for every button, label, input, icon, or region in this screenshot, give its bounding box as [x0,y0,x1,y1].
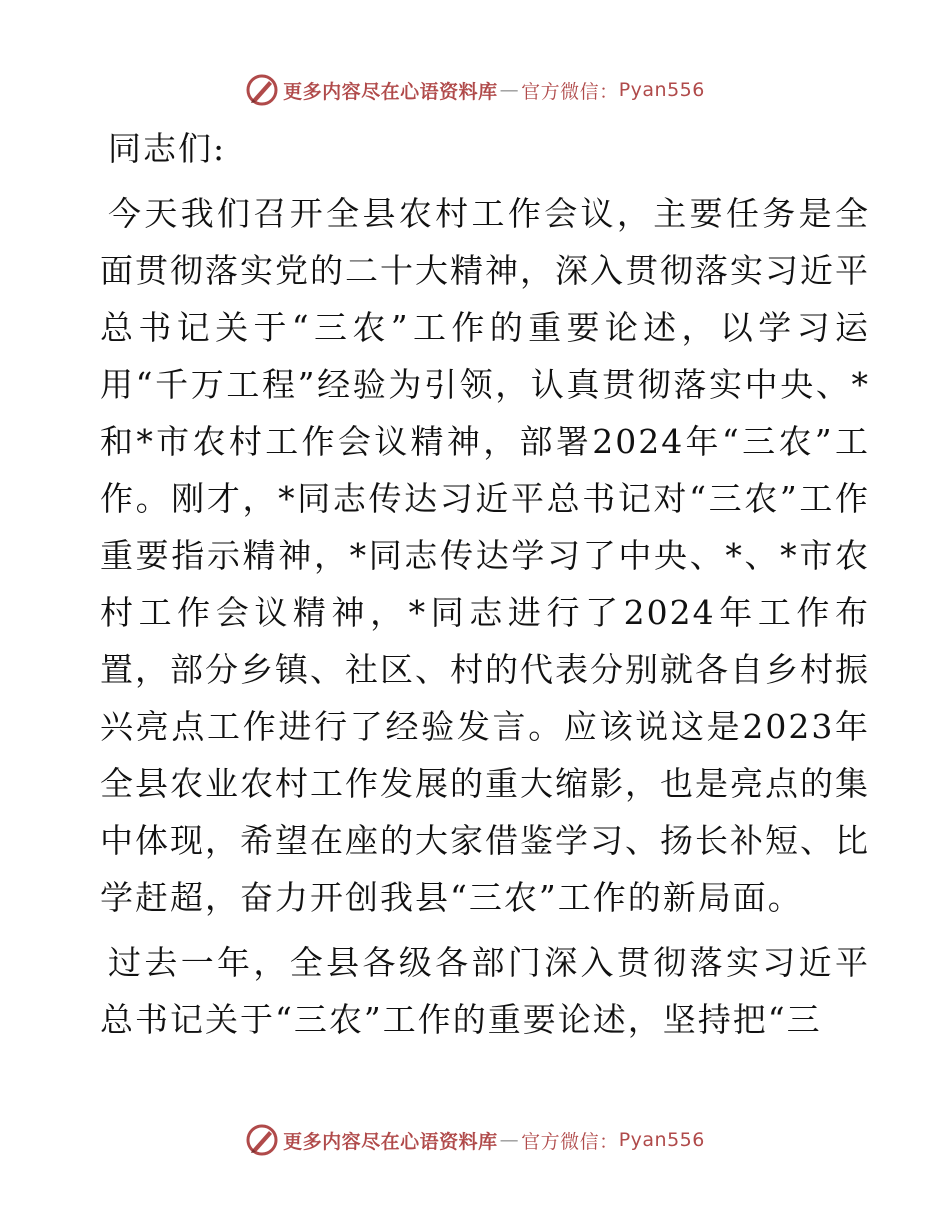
watermark-site-text: 更多内容尽在心语资料库 [283,1130,498,1153]
watermark-dash: — [499,1129,520,1151]
paragraph-1: 今天我们召开全县农村工作会议，主要任务是全面贯彻落实党的二十大精神，深入贯彻落实习近平总书记关于“三农”工作的重要论述，以学习运用“千万工程”经验为引领，认真贯彻落实中央、*和*市农村工作会议精神，部署2024年“三农”工作。刚才，*同志传达习近平总书记对“三农”工作重要指示精神，*同志传达学习了中央、*、*市农村工作会议精神，*同志进行了2024年工作布置，部分乡镇、社区、村的代表分别就各自乡村振兴亮点工作进行了经验发言。应该说这是2023年全县农业农村工作发展的重大缩影，也是亮点的集中体现，希望在座的大家借鉴学习、扬长补短、比学赶超，奋力开创我县“三农”工作的新局面。 [100,194,870,917]
salutation: 同志们: [108,129,227,168]
quill-pen-logo-icon [245,1123,279,1157]
watermark-wechat-id: Pyan556 [618,79,705,101]
watermark-wechat-label: 官方微信： [521,80,619,103]
document-body [100,120,870,1056]
watermark-banner-top [0,70,950,110]
watermark-dash: — [499,79,520,101]
watermark-site-text: 更多内容尽在心语资料库 [283,80,498,103]
watermark-wechat-label: 官方微信： [521,1130,619,1153]
watermark-banner-bottom [0,1120,950,1160]
watermark-wechat-id: Pyan556 [618,1129,705,1151]
paragraph-2: 过去一年，全县各级各部门深入贯彻落实习近平总书记关于“三农”工作的重要论述，坚持把“三 [100,943,870,1039]
quill-pen-logo-icon [245,73,279,107]
